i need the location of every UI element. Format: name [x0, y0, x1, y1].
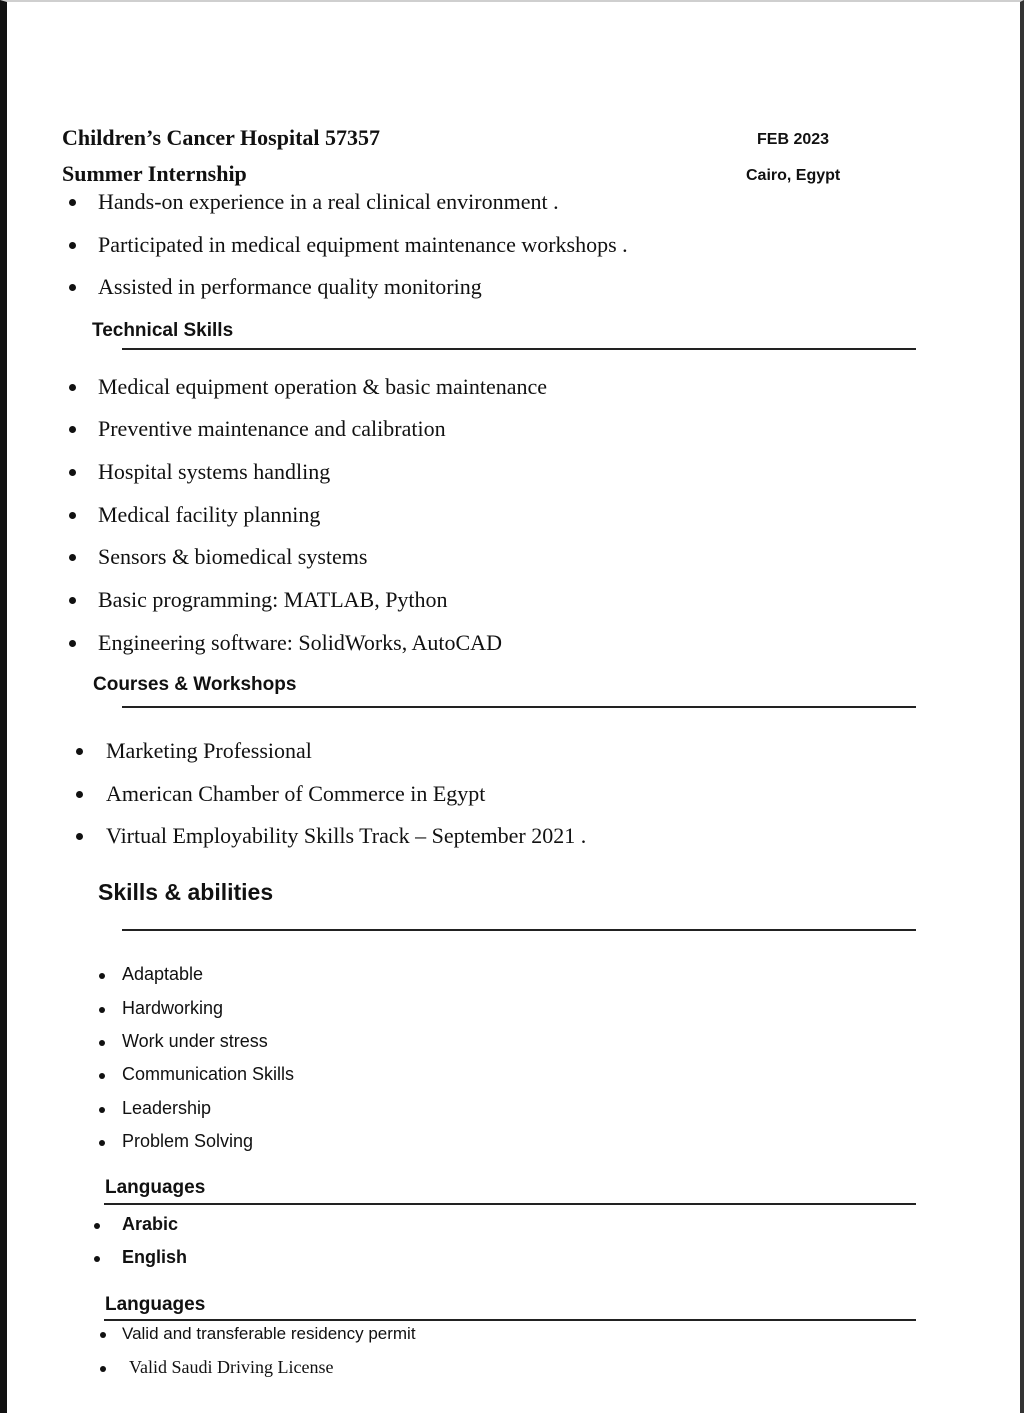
- list-item: Communication Skills: [122, 1064, 295, 1084]
- bullet-icon: [76, 833, 83, 840]
- bullet-icon: [69, 384, 76, 391]
- list-item: Medical facility planning: [98, 502, 321, 527]
- bullet-icon: [99, 1107, 105, 1113]
- list-item: Valid Saudi Driving License: [129, 1357, 334, 1377]
- section-divider: [122, 706, 916, 708]
- bullet-icon: [69, 640, 76, 647]
- list-item: Participated in medical equipment maintenance workshops .: [98, 232, 628, 257]
- list-item: American Chamber of Commerce in Egypt: [106, 781, 486, 806]
- section-divider: [122, 348, 916, 350]
- bullet-icon: [69, 512, 76, 519]
- list-item: Hardworking: [122, 998, 224, 1018]
- experience-date: FEB 2023: [757, 131, 830, 148]
- list-item: Engineering software: SolidWorks, AutoCAD: [98, 630, 502, 655]
- bullet-icon: [69, 597, 76, 604]
- bullet-icon: [94, 1223, 100, 1229]
- section-heading: Languages: [105, 1294, 206, 1315]
- list-item: Work under stress: [122, 1031, 268, 1051]
- list-item: Virtual Employability Skills Track – September 2021 .: [106, 823, 587, 848]
- list-item: Problem Solving: [122, 1131, 254, 1151]
- bullet-icon: [69, 426, 76, 433]
- section-divider: [122, 929, 916, 931]
- bullet-icon: [99, 1073, 105, 1079]
- list-item: Basic programming: MATLAB, Python: [98, 587, 448, 612]
- list-item: Hospital systems handling: [98, 459, 331, 484]
- bullet-icon: [99, 1007, 105, 1013]
- list-item: Hands-on experience in a real clinical environment .: [98, 189, 559, 214]
- bullet-icon: [99, 973, 105, 979]
- role-title: Summer Internship: [62, 161, 247, 186]
- bullet-icon: [94, 1256, 100, 1262]
- experience-location: Cairo, Egypt: [746, 167, 841, 184]
- organization-name: Children’s Cancer Hospital 57357: [62, 125, 381, 150]
- bullet-icon: [100, 1366, 106, 1372]
- section-heading: Technical Skills: [92, 320, 234, 341]
- list-item: Leadership: [122, 1098, 212, 1118]
- section-heading: Skills & abilities: [98, 879, 274, 905]
- section-heading: Courses & Workshops: [93, 674, 297, 695]
- list-item: Assisted in performance quality monitoring: [98, 274, 482, 299]
- bullet-icon: [69, 554, 76, 561]
- section-divider: [104, 1203, 916, 1205]
- bullet-icon: [76, 791, 83, 798]
- list-item: Sensors & biomedical systems: [98, 544, 368, 569]
- section-heading: Languages: [105, 1177, 206, 1198]
- list-item: Valid and transferable residency permit: [122, 1324, 416, 1343]
- bullet-icon: [99, 1040, 105, 1046]
- bullet-icon: [99, 1140, 105, 1146]
- section-divider: [104, 1319, 916, 1321]
- bullet-icon: [69, 284, 76, 291]
- bullet-icon: [69, 199, 76, 206]
- list-item: English: [122, 1247, 188, 1267]
- list-item: Arabic: [122, 1214, 179, 1234]
- list-item: Adaptable: [122, 964, 204, 984]
- list-item: Medical equipment operation & basic maintenance: [98, 374, 548, 399]
- list-item: Marketing Professional: [106, 738, 312, 763]
- bullet-icon: [69, 469, 76, 476]
- list-item: Preventive maintenance and calibration: [98, 416, 446, 441]
- bullet-icon: [76, 748, 83, 755]
- bullet-icon: [100, 1332, 106, 1338]
- bullet-icon: [69, 242, 76, 249]
